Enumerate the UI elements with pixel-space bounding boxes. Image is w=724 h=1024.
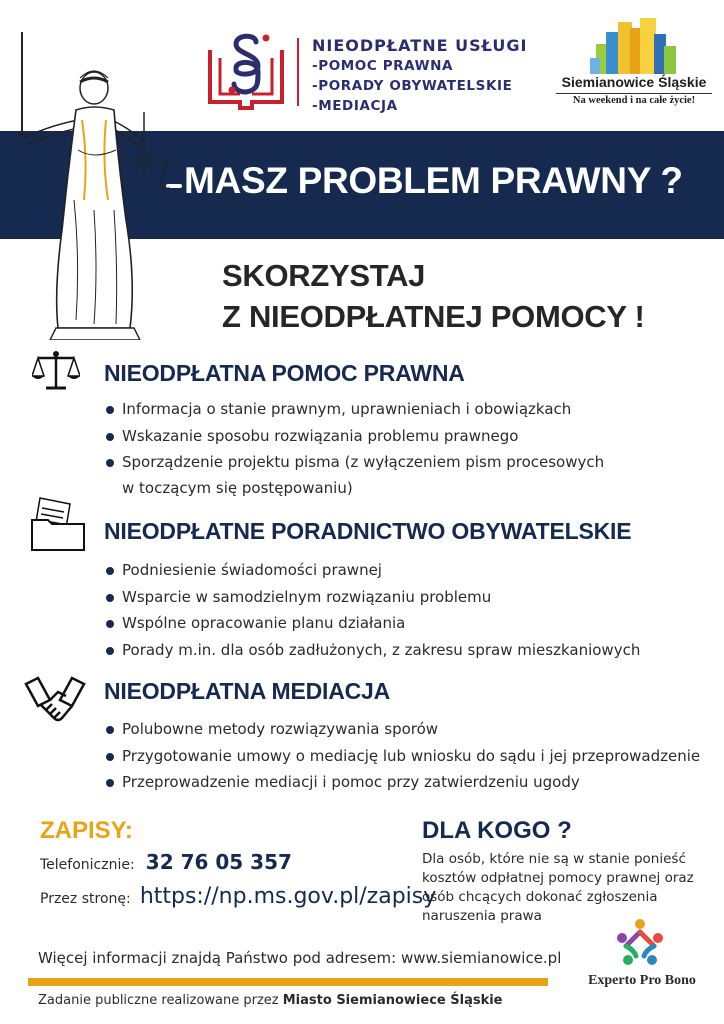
- subheadline-line-2: Z NIEODPŁATNEJ POMOCY !: [222, 299, 645, 334]
- list-item: Przeprowadzenie mediacji i pomoc przy zatwierdzeniu ugody: [104, 769, 700, 796]
- city-buildings-icon: [590, 18, 686, 74]
- phone-number[interactable]: 32 76 05 357: [145, 850, 292, 874]
- phone-label: Telefonicznie:: [40, 857, 135, 873]
- logo-line-1: -POMOC PRAWNA: [312, 58, 454, 74]
- logo-divider: [297, 38, 299, 106]
- signup-link[interactable]: https://np.ms.gov.pl/zapisy: [139, 884, 437, 909]
- dla-kogo-text: Dla osób, które nie są w stanie ponieść kosztów odpłatnej pomocy prawnej oraz osób chcących dokonać zgłoszenia naruszenia prawa: [422, 851, 694, 924]
- more-info-text: Więcej informacji znajdą Państwo pod adresem: www.siemianowice.pl: [38, 949, 562, 967]
- list-item-continuation: w toczącym się postępowaniu): [122, 479, 353, 497]
- phone-row: [40, 850, 292, 874]
- experto-logo-text: Experto Pro Bono: [588, 973, 696, 988]
- headline: MASZ PROBLEM PRAWNY ?: [184, 160, 683, 201]
- list-item: Wspólne opracowanie planu działania: [104, 610, 640, 637]
- paragraph-logo-icon: [200, 28, 292, 112]
- experto-people-icon: [614, 918, 666, 966]
- city-divider: [556, 93, 712, 94]
- documents-folder-icon: [28, 494, 86, 552]
- gold-divider: [28, 978, 548, 986]
- list-item: Wskazanie sposobu rozwiązania problemu prawnego: [104, 423, 604, 450]
- list-item: Sporządzenie projektu pisma (z wyłączeniem pism procesowych: [104, 449, 604, 476]
- subheadline-line-1: SKORZYSTAJ: [222, 258, 426, 293]
- logo-title: NIEODPŁATNE USŁUGI: [312, 36, 528, 55]
- handshake-icon: [24, 674, 86, 726]
- section-title-civic-advice: NIEODPŁATNE PORADNICTWO OBYWATELSKIE: [104, 518, 632, 544]
- logo-line-2: -PORADY OBYWATELSKIE: [312, 78, 513, 94]
- subheadline: [222, 255, 645, 337]
- web-row: [40, 884, 436, 909]
- list-item: Informacja o stanie prawnym, uprawnieniach i obowiązkach: [104, 396, 604, 423]
- web-label: Przez stronę:: [40, 891, 131, 907]
- scales-icon: [32, 350, 80, 392]
- list-item: Polubowne metody rozwiązywania sporów: [104, 716, 700, 743]
- footer-text: [38, 993, 503, 1008]
- logo-line-3: -MEDIACJA: [312, 98, 398, 114]
- legal-aid-list: [104, 396, 604, 476]
- city-tagline: Na weekend i na całe życie!: [572, 95, 696, 106]
- civic-advice-list: [104, 557, 640, 663]
- list-item: Wsparcie w samodzielnym rozwiązaniu problemu: [104, 584, 640, 611]
- list-item: Porady m.in. dla osób zadłużonych, z zakresu spraw mieszkaniowych: [104, 637, 640, 664]
- footer-organizer: Miasto Siemianowiece Śląskie: [282, 993, 503, 1008]
- lady-justice-icon: [18, 30, 170, 340]
- services-logo-text: [312, 36, 527, 116]
- zapisy-title: ZAPISY:: [40, 817, 133, 844]
- mediation-list: [104, 716, 700, 796]
- section-title-mediation: NIEODPŁATNA MEDIACJA: [104, 678, 391, 704]
- footer-prefix: Zadanie publiczne realizowane przez: [38, 993, 283, 1008]
- dla-kogo-title: DLA KOGO ?: [422, 817, 572, 844]
- list-item: Podniesienie świadomości prawnej: [104, 557, 640, 584]
- list-item: Przygotowanie umowy o mediację lub wniosku do sądu i jej przeprowadzenie: [104, 743, 700, 770]
- section-title-legal-aid: NIEODPŁATNA POMOC PRAWNA: [104, 360, 465, 386]
- city-name: Siemianowice Śląskie: [561, 74, 707, 90]
